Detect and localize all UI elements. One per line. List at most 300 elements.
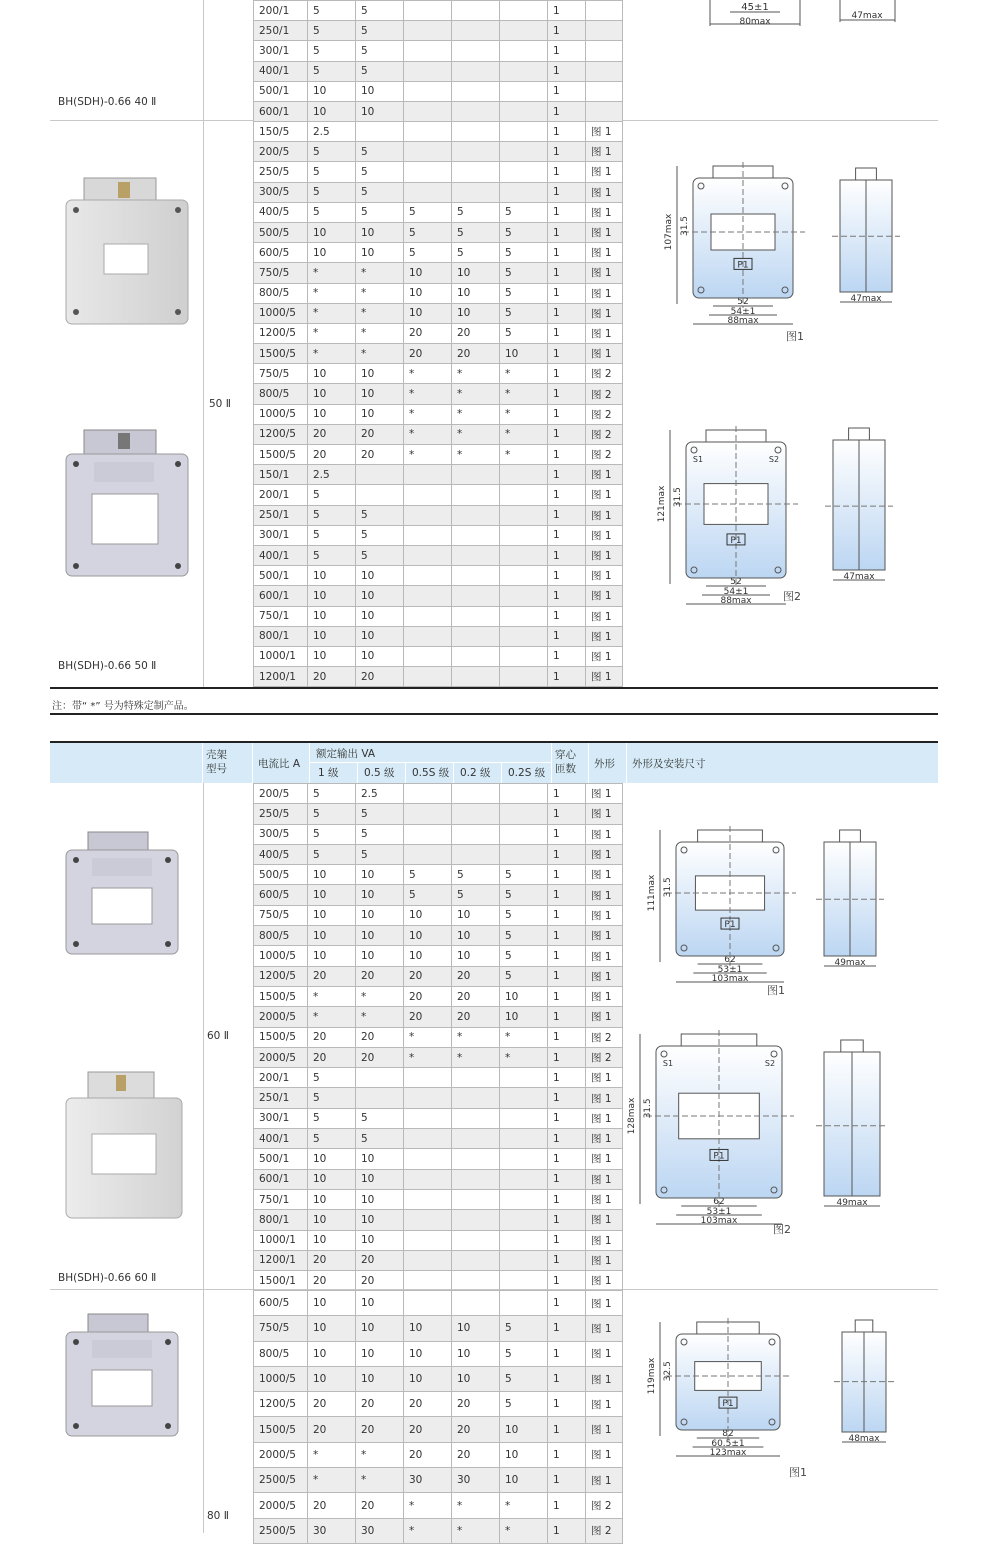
table-cell [404,1189,452,1209]
table-cell: 5 [500,283,548,303]
table-cell: 图 1 [586,122,623,142]
table-cell: 图 1 [586,1442,623,1467]
frame-col-divider-top [203,0,204,688]
table-cell: 2000/5 [254,1493,308,1518]
table-cell [452,1068,500,1088]
table-cell: 5 [308,824,356,844]
table-cell: 1 [548,1210,586,1230]
table-cell [500,1149,548,1169]
table-cell: 10 [404,1341,452,1366]
table-cell: 800/1 [254,1210,308,1230]
table-cell: 10 [356,364,404,384]
table-cell: 图 1 [586,926,623,946]
table-cell: 400/1 [254,1129,308,1149]
dim-inner-label: 52 [737,297,749,307]
table-cell: 图 1 [586,323,623,343]
table-cell: * [452,404,500,424]
dim-side-label: 48max [848,1434,880,1444]
table-row [254,424,623,444]
table-cell: * [452,1518,500,1543]
table-cell: 1 [548,122,586,142]
table-cell: 5 [356,21,404,41]
table-cell: 800/5 [254,926,308,946]
product-photo-50-white [62,178,192,328]
header-divider [551,743,552,783]
table-cell [404,804,452,824]
table-cell [404,485,452,505]
table-cell [404,182,452,202]
product-photo-80-grey [62,1314,182,1439]
table-cell: * [308,283,356,303]
table-cell: 5 [452,865,500,885]
s1-label: S1 [692,455,704,464]
table-cell: 1200/5 [254,424,308,444]
table-cell [500,21,548,41]
table-row [254,1129,623,1149]
table-cell: 图 1 [586,986,623,1006]
table-cell: 1 [548,384,586,404]
table-row [254,626,623,646]
table-row [254,465,623,485]
table-cell: * [452,1047,500,1067]
spec-table-40 [253,0,623,122]
table-cell: 5 [356,61,404,81]
table-cell [452,122,500,142]
table-row [254,303,623,323]
table-row [254,946,623,966]
table-cell: 1 [548,1169,586,1189]
dim-pitch-label: 60.5±1 [711,1439,745,1449]
table-cell: 1 [548,844,586,864]
table-cell: 5 [308,202,356,222]
table-cell: 图 1 [586,545,623,565]
table-cell: * [500,424,548,444]
table-cell [500,1210,548,1230]
table-cell: 250/5 [254,162,308,182]
table-cell: 1000/5 [254,404,308,424]
table-cell: 图 1 [586,1250,623,1270]
table-cell: 1 [548,323,586,343]
table-cell: * [404,1047,452,1067]
table-cell: 图 1 [586,243,623,263]
table-cell [404,646,452,666]
header-divider [252,743,253,783]
table-cell: 1 [548,1442,586,1467]
table-cell: * [404,384,452,404]
table-cell [500,101,548,121]
table-cell: 1 [548,966,586,986]
table-cell: 5 [500,966,548,986]
table-cell [404,626,452,646]
table-cell: 1 [548,905,586,925]
table-cell: 1 [548,202,586,222]
table-cell: 1000/5 [254,946,308,966]
table-cell: 5 [308,784,356,804]
table-cell: 20 [452,1007,500,1027]
table-cell: 10 [356,1169,404,1189]
table-cell: 1 [548,1518,586,1543]
table-cell [586,21,623,41]
table-cell: * [356,263,404,283]
table-cell: 10 [404,946,452,966]
note-bottom-rule [50,713,938,715]
table-cell: * [500,1493,548,1518]
table-cell [452,1129,500,1149]
table-row [254,646,623,666]
table-cell: 图 1 [586,646,623,666]
table-cell: 1200/1 [254,1250,308,1270]
table-cell: 20 [356,1271,404,1291]
table-cell [452,485,500,505]
table-cell: 300/1 [254,525,308,545]
dim-side-label: 49max [836,1198,868,1208]
table-cell: 图 1 [586,182,623,202]
table-cell: 1 [548,1149,586,1169]
table-row [254,1341,623,1366]
table-cell: 20 [404,344,452,364]
table-cell: 图 1 [586,844,623,864]
table-cell [404,824,452,844]
table-cell: 图 2 [586,424,623,444]
table-cell: 400/1 [254,545,308,565]
table-cell [356,1068,404,1088]
table-cell: 20 [452,986,500,1006]
table-cell [404,844,452,864]
table-cell: 2.5 [308,465,356,485]
table-cell: 500/1 [254,81,308,101]
table-row [254,1366,623,1391]
table-cell: 5 [308,21,356,41]
table-cell: 5 [356,824,404,844]
table-cell: 10 [356,885,404,905]
table-cell: 图 1 [586,525,623,545]
table-cell: 图 1 [586,667,623,687]
table-cell: 20 [404,1392,452,1417]
table-cell: 2500/5 [254,1468,308,1493]
table-cell: 5 [500,946,548,966]
dim-inner-label: 62 [713,1197,725,1207]
table-cell [500,1189,548,1209]
table-cell: * [308,1468,356,1493]
table-cell: 5 [308,505,356,525]
table-cell: 10 [356,566,404,586]
table-cell [404,122,452,142]
table-row [254,824,623,844]
frame-label-60: 60 Ⅱ [207,1030,229,1042]
table-row [254,323,623,343]
table-cell [500,1291,548,1316]
table-cell: * [500,445,548,465]
table-cell: 10 [452,283,500,303]
table-cell: 5 [308,545,356,565]
table-cell: 20 [356,1392,404,1417]
table-cell: 10 [308,905,356,925]
table-row [254,804,623,824]
table-cell: 10 [452,1366,500,1391]
table-row [254,1108,623,1128]
table-cell [404,1291,452,1316]
table-cell: 5 [500,222,548,242]
dim-pitch-label: 45±1 [741,2,769,13]
table-cell [452,1291,500,1316]
p1-label: P1 [722,1399,734,1410]
header-divider [453,763,454,783]
table-cell: 5 [500,263,548,283]
spec-table-80 [253,1290,623,1544]
table-cell: * [308,1442,356,1467]
table-cell: 250/1 [254,505,308,525]
spec-table-50 [253,121,623,687]
table-cell: 10 [500,344,548,364]
table-cell: 2.5 [308,122,356,142]
table-cell [452,1088,500,1108]
table-cell [500,1230,548,1250]
dim-pitch-label: 54±1 [730,307,756,317]
side-terminal [855,1320,873,1332]
table-row [254,926,623,946]
table-cell: 图 1 [586,586,623,606]
table-cell: 1 [548,545,586,565]
table-cell: 10 [308,1291,356,1316]
table-cell [500,142,548,162]
table-cell: 5 [500,1366,548,1391]
s2-label: S2 [768,455,780,464]
table-cell: * [356,344,404,364]
table-cell: 图 1 [586,1169,623,1189]
table-cell: 图 1 [586,1210,623,1230]
table-cell: 5 [308,525,356,545]
table-cell: * [356,986,404,1006]
table-cell: 20 [308,1250,356,1270]
model-label-40: BH(SDH)-0.66 40 Ⅱ [58,96,157,108]
table-cell: 1 [548,586,586,606]
table-cell: 20 [308,445,356,465]
table-cell: 5 [404,243,452,263]
table-cell: 10 [452,263,500,283]
table-cell: 20 [452,1417,500,1442]
table-cell: 5 [500,1392,548,1417]
header-ratio: 电流比 A [258,758,301,770]
p1-label: P1 [713,1151,725,1162]
table-cell: 1 [548,1129,586,1149]
table-cell: 20 [452,1392,500,1417]
table-cell [500,465,548,485]
table-row [254,384,623,404]
side-terminal [849,428,870,440]
table-cell: 20 [356,1250,404,1270]
table-cell: 10 [356,1341,404,1366]
header-dims: 外形及安装尺寸 [632,758,706,770]
table-cell: 10 [308,926,356,946]
table-cell: 2000/5 [254,1047,308,1067]
table-cell [356,122,404,142]
table-cell [404,1169,452,1189]
table-cell: 1 [548,1366,586,1391]
table-cell: 200/1 [254,1068,308,1088]
table-cell: 1 [548,667,586,687]
table-cell [404,1108,452,1128]
table-cell [500,41,548,61]
dim-height-label: 107max [664,213,674,251]
frame-col-divider-bottom [203,783,204,1533]
table-cell: 20 [308,1493,356,1518]
table-row [254,263,623,283]
table-cell: 10 [356,81,404,101]
table-cell: 1 [548,465,586,485]
table-cell: 150/1 [254,465,308,485]
table-cell [404,101,452,121]
table-cell: 1 [548,243,586,263]
table-cell [500,1108,548,1128]
table-cell: 1 [548,566,586,586]
table-cell: 5 [500,1341,548,1366]
table-cell: 750/1 [254,606,308,626]
table-cell: 5 [500,865,548,885]
table-cell: 1 [548,1250,586,1270]
table-cell [452,182,500,202]
table-row [254,784,623,804]
table-row [254,21,623,41]
header-grade-1: 1 级 [318,767,339,779]
dim-height-label: 121max [657,485,667,523]
table-cell [404,1210,452,1230]
table-cell: * [356,1468,404,1493]
table-cell: 1 [548,41,586,61]
table-cell: 600/1 [254,101,308,121]
table-cell: 10 [356,243,404,263]
table-cell [404,81,452,101]
dim-height-label: 128max [627,1097,637,1135]
table-cell: 图 1 [586,465,623,485]
table-cell: 1200/1 [254,667,308,687]
dim-width-label: 80max [739,17,771,27]
table-cell [452,1210,500,1230]
table-cell: 10 [356,1149,404,1169]
dim-pitch-label: 53±1 [717,965,743,975]
table-cell [452,1189,500,1209]
table-cell: 1200/5 [254,1392,308,1417]
table-cell: 10 [308,606,356,626]
table-cell: 600/5 [254,243,308,263]
table-cell: 5 [500,905,548,925]
table-cell: * [404,1493,452,1518]
table-cell: 800/5 [254,283,308,303]
table-cell: * [404,1518,452,1543]
table-cell: 1 [548,1392,586,1417]
table-cell [452,101,500,121]
table-row [254,667,623,687]
table-cell: 1500/5 [254,1027,308,1047]
table-cell [404,142,452,162]
table-cell [452,1230,500,1250]
table-cell: 600/1 [254,586,308,606]
table-cell [500,545,548,565]
table-cell: 5 [356,844,404,864]
table-cell: 1 [548,81,586,101]
table-end-rule [50,687,938,689]
table-cell [452,1149,500,1169]
table-cell: 1 [548,485,586,505]
s2-label: S2 [764,1059,776,1068]
table-cell: 1500/5 [254,344,308,364]
table-cell: 5 [452,222,500,242]
dim-side-label: 47max [850,294,882,304]
table-cell: 图 1 [586,1149,623,1169]
table-cell: 图 1 [586,1291,623,1316]
header-rated-va: 额定输出 VA [316,748,376,760]
table-cell: 800/5 [254,1341,308,1366]
table-cell: 1 [548,986,586,1006]
table-cell [452,1169,500,1189]
table-cell: 5 [500,926,548,946]
table-cell: 2.5 [356,784,404,804]
table-cell: 10 [404,263,452,283]
table-cell: 图 2 [586,1047,623,1067]
header-grade-05: 0.5 级 [364,767,395,779]
table-row [254,986,623,1006]
table-cell: * [356,283,404,303]
table-cell: 10 [500,986,548,1006]
table-cell: 1500/5 [254,1417,308,1442]
table-row [254,162,623,182]
table-cell: 250/1 [254,1088,308,1108]
table-cell: 图 1 [586,946,623,966]
table-cell: 图 1 [586,1007,623,1027]
table-cell: 10 [404,1366,452,1391]
table-cell: 300/1 [254,1108,308,1128]
table-cell: 200/5 [254,784,308,804]
table-cell [404,545,452,565]
table-cell [404,1068,452,1088]
table-cell: 5 [308,1088,356,1108]
table-cell [404,784,452,804]
table-row [254,1189,623,1209]
frame-label-80: 80 Ⅱ [207,1510,229,1522]
table-cell: 图 1 [586,626,623,646]
figure-label: 图1 [789,1466,807,1479]
table-cell [404,606,452,626]
table-cell [452,545,500,565]
table-cell: 5 [308,485,356,505]
table-cell [452,824,500,844]
table-cell: * [404,445,452,465]
table-cell: 图 1 [586,505,623,525]
table-cell: 1 [548,364,586,384]
table-cell: 10 [356,384,404,404]
table-cell: * [308,1007,356,1027]
table-cell [500,122,548,142]
table-cell: 10 [356,865,404,885]
table-row [254,1027,623,1047]
table-cell: 1 [548,1068,586,1088]
custom-product-note: 注：带“ *” 号为特殊定制产品。 [52,701,194,712]
table-cell: 5 [308,1108,356,1128]
table-cell: 600/1 [254,1169,308,1189]
table-cell [500,525,548,545]
table-cell: 图 1 [586,142,623,162]
table-cell: 5 [452,885,500,905]
table-cell: 20 [452,966,500,986]
table-cell: 5 [308,41,356,61]
table-cell [404,525,452,545]
table-cell [452,41,500,61]
frame-label-50: 50 Ⅱ [209,398,231,410]
table-cell: * [404,404,452,424]
table-cell [452,1108,500,1128]
table-cell: 150/5 [254,122,308,142]
dim-width-label: 123max [709,1448,747,1458]
table-cell [500,646,548,666]
